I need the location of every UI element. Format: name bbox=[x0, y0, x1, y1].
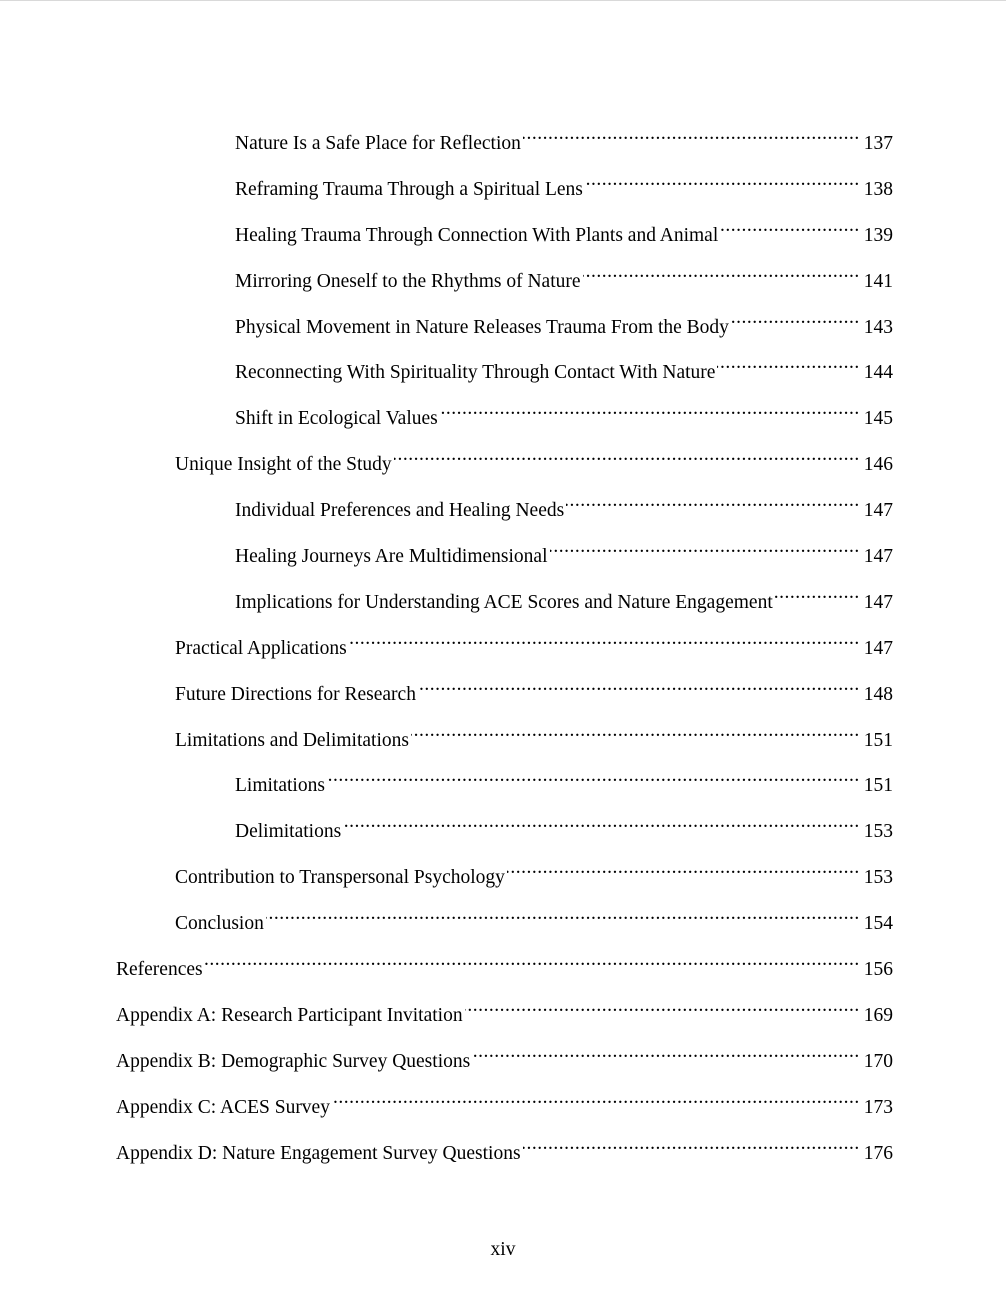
toc-dot-leader bbox=[583, 257, 860, 287]
toc-entry bbox=[0, 1037, 1006, 1083]
toc-entry-title: Unique Insight of the Study bbox=[175, 454, 392, 476]
toc-dot-leader bbox=[566, 486, 860, 516]
toc-entry bbox=[0, 991, 1006, 1037]
toc-entry bbox=[0, 624, 1006, 670]
toc-entry-title: Delimitations bbox=[235, 821, 342, 843]
toc-entry-title: Healing Journeys Are Multidimensional bbox=[235, 546, 548, 568]
toc-entry bbox=[0, 394, 1006, 440]
toc-entry-title: Physical Movement in Nature Releases Trauma From the Body bbox=[235, 316, 729, 338]
toc-entry-page: 137 bbox=[863, 133, 893, 154]
toc-entry bbox=[0, 1129, 1006, 1175]
toc-entry-page: 143 bbox=[863, 316, 893, 338]
toc-entry-page: 147 bbox=[863, 591, 893, 613]
toc-entry-page: 173 bbox=[863, 1096, 893, 1118]
toc-dot-leader bbox=[440, 394, 860, 424]
toc-entry-page: 148 bbox=[863, 683, 893, 705]
toc-entry bbox=[0, 578, 1006, 624]
toc-entry bbox=[0, 440, 1006, 486]
toc-dot-leader bbox=[523, 1129, 860, 1159]
toc-entry-title: Appendix A: Research Participant Invitation bbox=[116, 1004, 463, 1026]
toc-dot-leader bbox=[523, 119, 860, 149]
toc-entry bbox=[0, 1083, 1006, 1129]
toc-entry-title: Individual Preferences and Healing Needs bbox=[235, 500, 565, 522]
toc-entry-title: Practical Applications bbox=[175, 637, 347, 659]
toc-entry-title: Limitations and Delimitations bbox=[175, 729, 409, 751]
toc-entry bbox=[0, 532, 1006, 578]
toc-entry bbox=[0, 899, 1006, 945]
toc-entry-page: 170 bbox=[863, 1050, 893, 1072]
toc-entry-title: Mirroring Oneself to the Rhythms of Nature bbox=[235, 270, 581, 292]
toc-entry-page: 147 bbox=[863, 546, 893, 568]
toc-entry-page: 176 bbox=[863, 1142, 893, 1164]
toc-dot-leader bbox=[465, 991, 860, 1021]
toc-entry-page: 156 bbox=[863, 959, 893, 981]
toc-entry-page: 144 bbox=[863, 362, 893, 384]
toc-dot-leader bbox=[266, 899, 860, 929]
toc-entry bbox=[0, 119, 1006, 165]
toc-entry-page: 139 bbox=[863, 224, 893, 246]
toc-entry-page: 146 bbox=[863, 454, 893, 476]
toc-dot-leader bbox=[717, 348, 859, 378]
toc-entry-title: References bbox=[116, 959, 203, 981]
page-number: xiv bbox=[490, 1239, 516, 1260]
toc-entry-page: 147 bbox=[863, 637, 893, 659]
toc-dot-leader bbox=[327, 761, 860, 791]
toc-dot-leader bbox=[394, 440, 860, 470]
toc-dot-leader bbox=[349, 624, 860, 654]
toc-entry-page: 153 bbox=[863, 821, 893, 843]
toc-entry-title: Implications for Understanding ACE Scores and Nature Engagement bbox=[235, 591, 773, 613]
toc-entry bbox=[0, 807, 1006, 853]
toc-dot-leader bbox=[472, 1037, 860, 1067]
toc-dot-leader bbox=[731, 303, 860, 333]
toc-entry-title: Conclusion bbox=[175, 913, 264, 935]
toc-entry-page: 153 bbox=[863, 867, 893, 889]
toc-entry-title: Healing Trauma Through Connection With Plants and Animal bbox=[235, 224, 719, 246]
toc-dot-leader bbox=[343, 807, 860, 837]
toc-entry bbox=[0, 853, 1006, 899]
toc-entry-title: Appendix D: Nature Engagement Survey Questions bbox=[116, 1142, 521, 1164]
toc-entry bbox=[0, 486, 1006, 532]
toc-entry-page: 145 bbox=[863, 408, 893, 430]
toc-dot-leader bbox=[550, 532, 860, 562]
table-of-contents bbox=[0, 119, 1006, 1174]
toc-dot-leader bbox=[720, 211, 859, 241]
toc-entry-page: 138 bbox=[863, 178, 893, 200]
toc-dot-leader bbox=[418, 670, 860, 700]
toc-entry-title: Nature Is a Safe Place for Reflection bbox=[235, 133, 521, 154]
toc-entry-title: Future Directions for Research bbox=[175, 683, 416, 705]
toc-entry-title: Appendix B: Demographic Survey Questions bbox=[116, 1050, 471, 1072]
toc-entry bbox=[0, 303, 1006, 349]
toc-entry-page: 154 bbox=[863, 913, 893, 935]
toc-entry bbox=[0, 670, 1006, 716]
toc-entry bbox=[0, 211, 1006, 257]
toc-entry-page: 169 bbox=[863, 1004, 893, 1026]
toc-entry-title: Appendix C: ACES Survey bbox=[116, 1096, 330, 1118]
toc-entry-title: Shift in Ecological Values bbox=[235, 408, 438, 430]
toc-entry-title: Reconnecting With Spirituality Through Contact With Nature bbox=[235, 362, 716, 384]
toc-dot-leader bbox=[585, 165, 860, 195]
toc-dot-leader bbox=[507, 853, 860, 883]
toc-dot-leader bbox=[205, 945, 860, 975]
toc-entry-title: Contribution to Transpersonal Psychology bbox=[175, 867, 505, 889]
toc-entry-page: 141 bbox=[863, 270, 893, 292]
toc-entry-title: Limitations bbox=[235, 775, 325, 797]
toc-entry bbox=[0, 348, 1006, 394]
toc-entry-title: Reframing Trauma Through a Spiritual Lens bbox=[235, 178, 583, 200]
toc-dot-leader bbox=[332, 1083, 860, 1113]
toc-entry bbox=[0, 257, 1006, 303]
toc-entry-page: 147 bbox=[863, 500, 893, 522]
toc-dot-leader bbox=[775, 578, 860, 608]
toc-entry bbox=[0, 945, 1006, 991]
toc-entry-page: 151 bbox=[863, 729, 893, 751]
toc-entry bbox=[0, 165, 1006, 211]
toc-entry bbox=[0, 716, 1006, 762]
toc-entry-page: 151 bbox=[863, 775, 893, 797]
toc-dot-leader bbox=[411, 716, 860, 746]
toc-entry bbox=[0, 761, 1006, 807]
